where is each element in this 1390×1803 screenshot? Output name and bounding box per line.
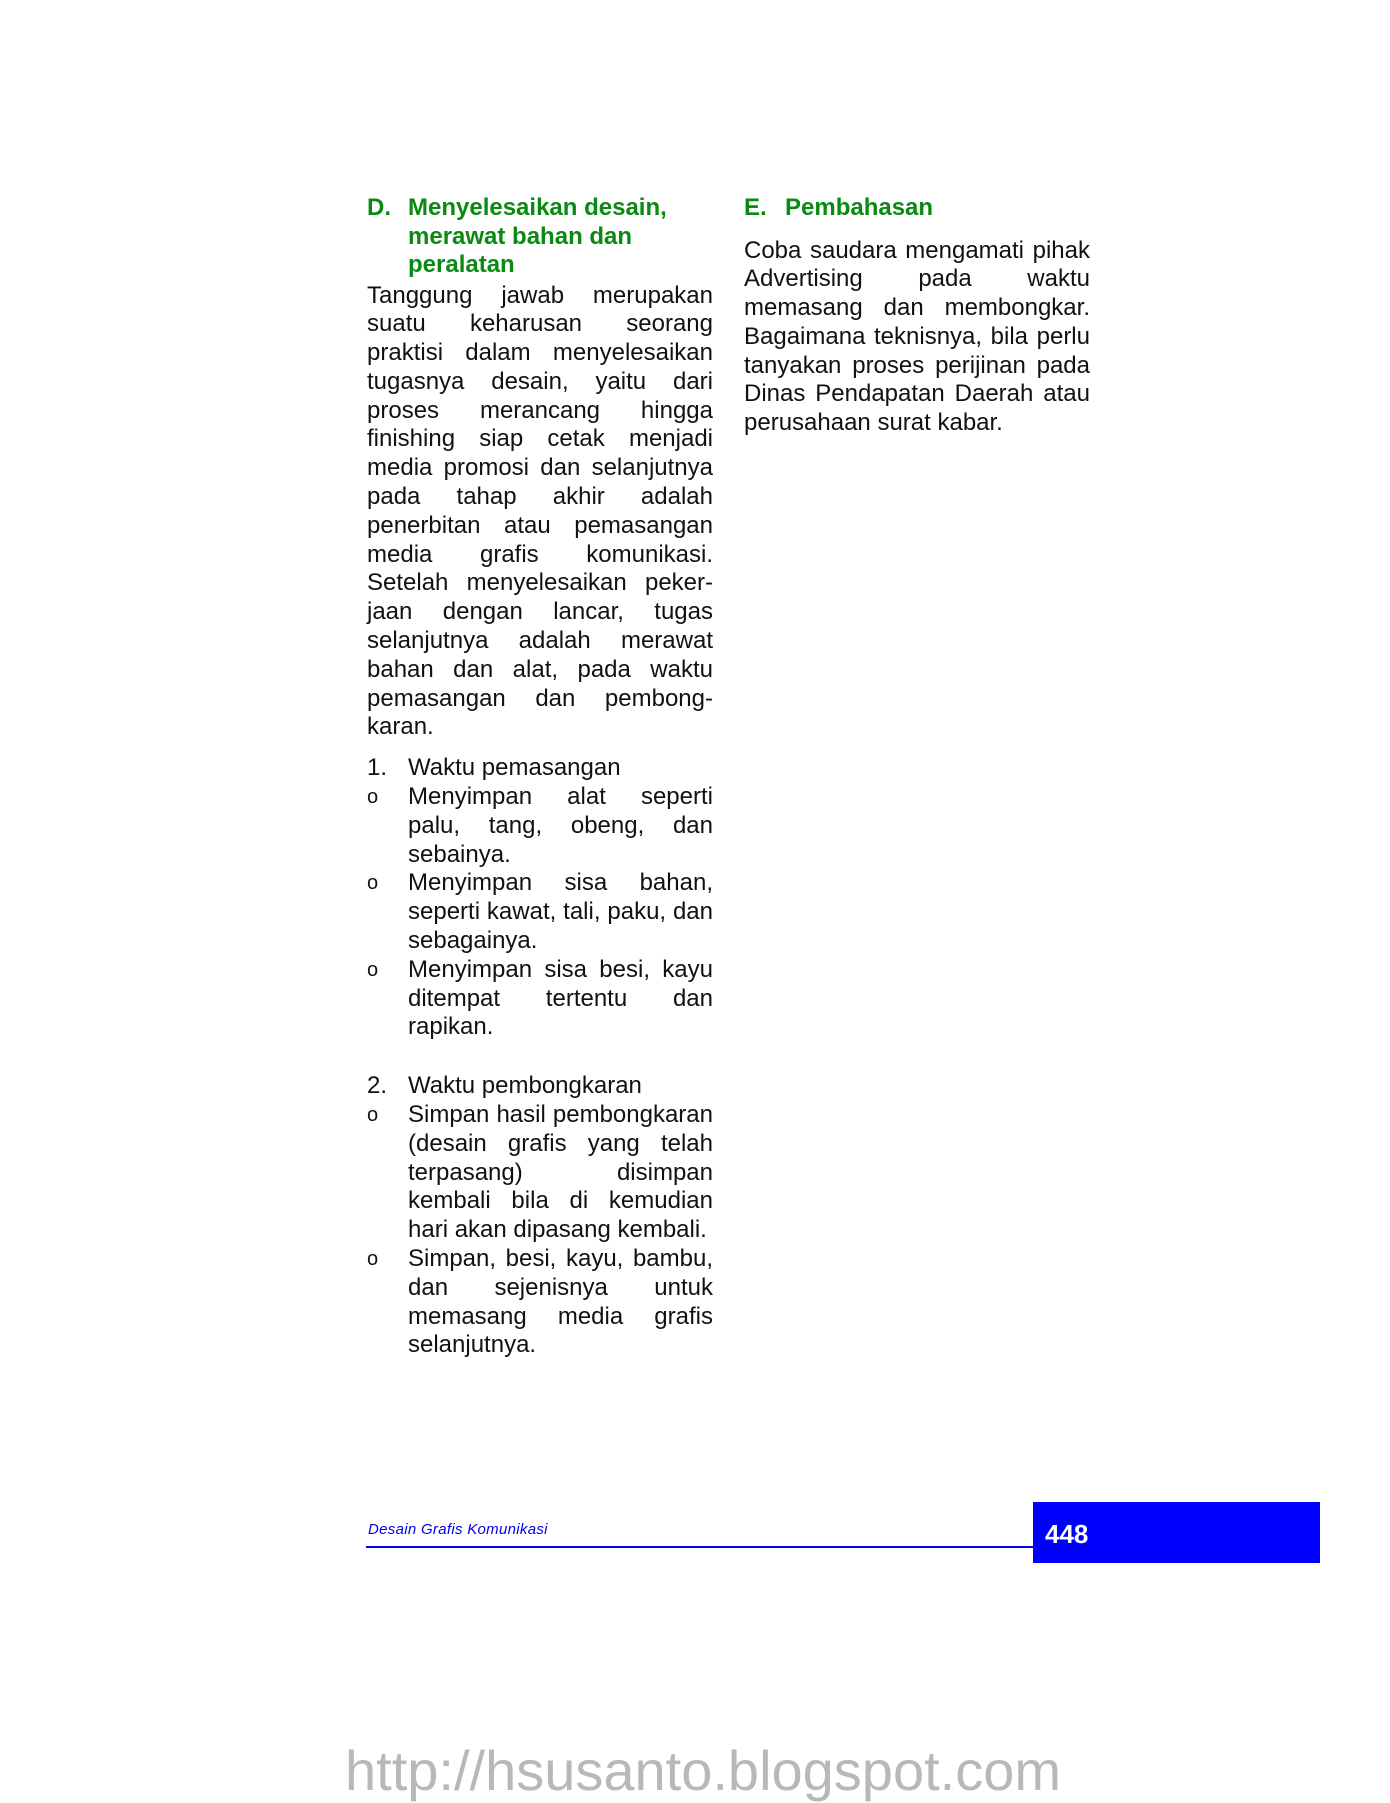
list-item — [367, 956, 713, 1042]
section-e-marker: E. — [744, 194, 767, 221]
footer-book-title: Desain Grafis Komunikasi — [368, 1521, 548, 1538]
list-item-text: Simpan hasil pembongkaran (desain grafis yang telah terpasang) disimpan kembali bila di kemudian hari akan dipasang kembali. — [408, 1101, 713, 1244]
right-column — [744, 194, 1090, 438]
list-number: 1. — [367, 754, 388, 782]
list-waktu-pembongkaran — [367, 1072, 713, 1360]
page-number-box — [1033, 1502, 1320, 1563]
bullet-circle-icon: o — [367, 1104, 379, 1127]
list-item-text: Menyimpan sisa bahan, seperti kawat, tali, paku, dan sebagainya. — [408, 869, 713, 955]
bullet-circle-icon: o — [367, 786, 379, 809]
list-number: 2. — [367, 1072, 388, 1100]
list-item-text: Menyimpan sisa besi, kayu ditempat tertentu dan rapikan. — [408, 955, 713, 1041]
bullet-circle-icon: o — [367, 872, 379, 895]
section-e-heading — [744, 194, 1090, 223]
bullet-circle-icon: o — [367, 958, 379, 981]
left-column — [367, 194, 713, 1360]
section-e-paragraph: Coba saudara mengamati pihak Advertising pada waktu memasang dan membongkar. Bagaimana teknisnya, bila perlu tanyakan proses perijinan pada Dinas Pendapatan Daerah atau perusahaan surat kabar. — [744, 236, 1090, 437]
list-item-text: Menyimpan alat seperti palu, tang, obeng, dan sebainya. — [408, 783, 713, 868]
list-title — [367, 1072, 713, 1101]
bullet-circle-icon: o — [367, 1248, 379, 1270]
section-d-heading — [367, 194, 713, 280]
section-d-marker: D. — [367, 194, 391, 221]
list-title — [367, 754, 713, 783]
section-e-title: Pembahasan — [785, 194, 934, 221]
watermark-url: http://hsusanto.blogspot.com — [345, 1739, 1061, 1802]
section-d-paragraph: Tanggung jawab merupakan suatu keharusan seorang praktisi dalam menyelesaikan tugasnya desain, yaitu dari proses merancang hingga finishing siap cetak menjadi media promosi dan selanjutnya pada tahap akhir adalah penerbitan atau pemasangan media grafis komunikasi. Setelah menyelesaikan pekerjaan dengan lancar, tugas selanjutnya adalah merawat bahan dan alat, pada waktu pemasangan dan pembongkaran. — [367, 281, 713, 741]
list-title-text: Waktu pemasangan — [408, 754, 621, 782]
list-waktu-pemasangan — [367, 754, 713, 1042]
list-item — [367, 869, 713, 955]
footer-divider — [366, 1546, 1034, 1548]
list-title-text: Waktu pembongkaran — [408, 1072, 642, 1100]
list-item — [367, 783, 713, 869]
list-item-text: Simpan, besi, kayu, bambu, dan sejenisnya untuk memasang media grafis selanjutnya. — [408, 1245, 713, 1359]
section-d-title: Menyelesaikan desain, merawat bahan dan peralatan — [408, 194, 667, 278]
page-number: 448 — [1045, 1519, 1089, 1549]
list-item — [367, 1101, 713, 1245]
list-item — [367, 1245, 713, 1360]
